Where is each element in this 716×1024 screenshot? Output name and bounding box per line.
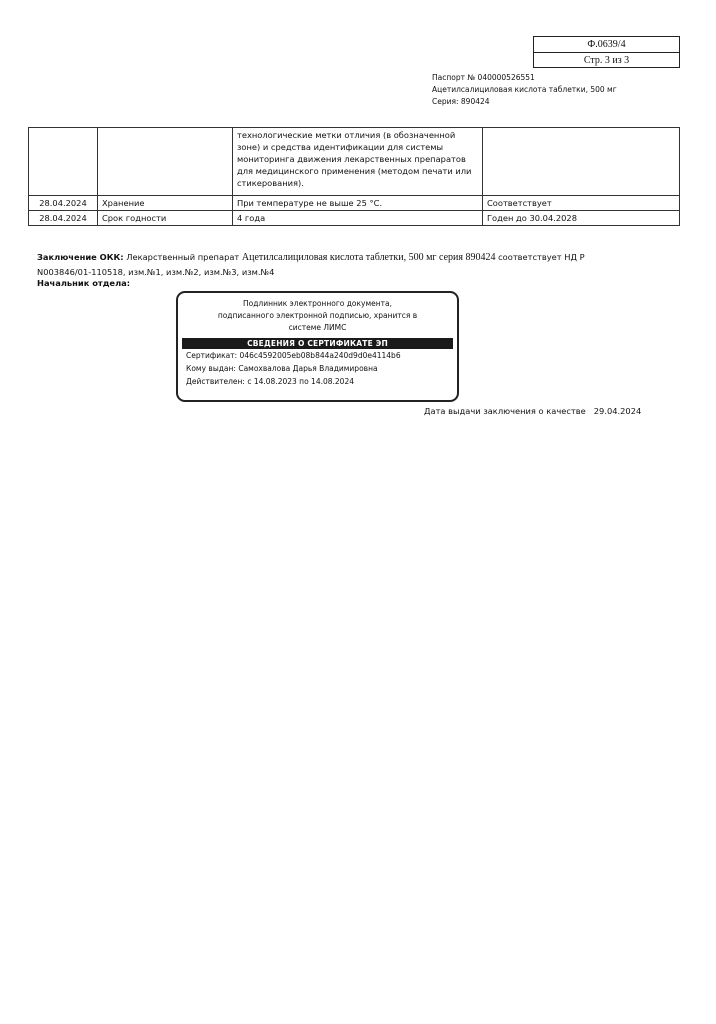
passport-series: Серия: 890424 — [432, 97, 490, 106]
conclusion-product: Ацетилсалициловая кислота таблетки, 500 мг серия 890424 — [241, 252, 496, 263]
form-code-box — [533, 36, 680, 68]
cell-date: 28.04.2024 — [29, 196, 98, 211]
table-row — [29, 211, 680, 226]
issue-date-line — [424, 406, 641, 416]
cell-requirement: технологические метки отличия (в обозначенной зоне) и средства идентификации для системы мониторинга движения лекарственных препаратов для медицинского применения (методом печати или стикерования). — [233, 128, 483, 196]
spec-table — [28, 127, 680, 226]
table-row — [29, 196, 680, 211]
stamp-header: СВЕДЕНИЯ О СЕРТИФИКАТЕ ЭП — [182, 338, 453, 349]
cell-requirement: 4 года — [233, 211, 483, 226]
stamp-certificate: Сертификат: 046c4592005eb08b844a240d9d0e4114b6 — [186, 351, 401, 360]
passport-number: Паспорт № 040000526551 — [432, 73, 535, 82]
page-number: Стр. 3 из 3 — [583, 55, 630, 66]
stamp-note — [178, 293, 457, 338]
e-signature-stamp — [176, 291, 459, 402]
cell-date — [29, 128, 98, 196]
cell-result: Годен до 30.04.2028 — [483, 211, 680, 226]
table-row — [29, 128, 680, 196]
conclusion-text-2: соответствует НД Р N003846/01-110518, изм.№1, изм.№2, изм.№3, изм.№4 — [37, 252, 585, 277]
stamp-note-line: подписанного электронной подписью, хранится в — [217, 311, 418, 320]
passport-block — [432, 72, 617, 108]
form-code: Ф.0639/4 — [534, 37, 679, 53]
stamp-validity: Действителен: с 14.08.2023 по 14.08.2024 — [186, 377, 354, 386]
cell-requirement: При температуре не выше 25 °С. — [233, 196, 483, 211]
issue-date-label: Дата выдачи заключения о качестве — [424, 406, 586, 416]
head-of-department-label: Начальник отдела: — [37, 278, 131, 288]
conclusion-text-1: Лекарственный препарат — [126, 252, 240, 262]
cell-result: Соответствует — [483, 196, 680, 211]
passport-product: Ацетилсалициловая кислота таблетки, 500 мг — [432, 85, 617, 94]
issue-date: 29.04.2024 — [593, 406, 642, 416]
cell-parameter — [98, 128, 233, 196]
stamp-note-line: системе ЛИМС — [288, 323, 347, 332]
cell-parameter: Срок годности — [98, 211, 233, 226]
stamp-issued-to: Кому выдан: Самохвалова Дарья Владимировна — [186, 364, 378, 373]
conclusion-label: Заключение ОКК: — [37, 252, 124, 262]
conclusion-paragraph — [37, 250, 597, 279]
cell-parameter: Хранение — [98, 196, 233, 211]
cell-date: 28.04.2024 — [29, 211, 98, 226]
stamp-note-line: Подлинник электронного документа, — [242, 299, 393, 308]
cell-result — [483, 128, 680, 196]
